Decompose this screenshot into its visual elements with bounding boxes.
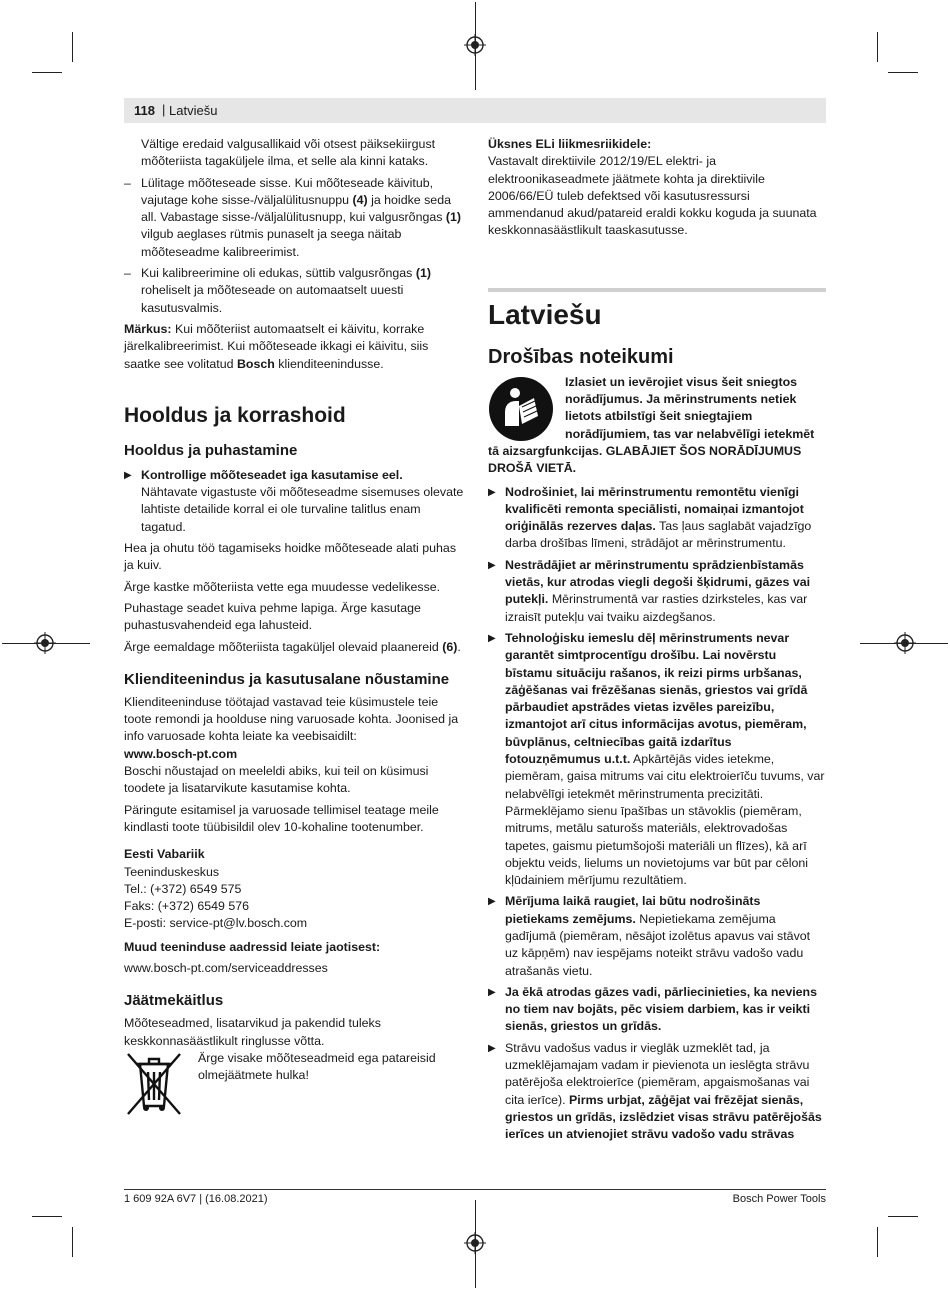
warning-line: norādījumiem, tas var nelabvēlīgi ietekmēt <box>565 426 815 441</box>
registration-mark-icon <box>464 1232 486 1254</box>
dash-item: – Lülitage mõõteseade sisse. Kui mõõteseade käivitub, vajutage kohe sisse-/väljalülitusnuppu (4) ja hoidke seda all. Vabastage sisse-/väljalülitusnupp, kui valgusrõngas (1) vilgub aeglases rütmis punaselt ja seega näitab mõõteseadme kalibreerimist. <box>124 175 464 261</box>
address-phone: Tel.: (+372) 6549 575 <box>124 881 242 896</box>
language-title: Latviešu <box>488 298 602 330</box>
section-heading: Drošības noteikumi <box>488 345 674 368</box>
paragraph: Päringute esitamisel ja varuosade tellimisel teatage meile kindlasti toote tüübisildil olev 10-kohaline tootenumber. <box>124 802 439 834</box>
bullet-item: ▶ Nestrādājiet ar mērinstrumentu sprādzienbīstamās vietās, kur atrodas viegli degoši šķidrumi, gāzes vai putekļi. Mērinstrumentā var rasties dzirksteles, kas var izraisīt putekļu vai tvaiku aizdegšanos. <box>488 557 826 626</box>
crop-mark <box>877 32 878 62</box>
left-column <box>124 136 464 1122</box>
registration-mark-icon <box>464 34 486 56</box>
warning-line: lietots atbilstīgi šeit sniegtajiem <box>565 409 753 424</box>
footer-doc-number: 1 609 92A 6V7 | (16.08.2021) <box>124 1193 268 1205</box>
crop-mark <box>32 1216 62 1217</box>
page-number: 118 <box>134 103 155 118</box>
eu-heading: Üksnes ELi liikmesriikidele: <box>488 137 652 151</box>
header-separator: | <box>162 102 166 117</box>
paragraph: Vastavalt direktiivile 2012/19/EL elektri- ja elektroonikaseadmete jäätmete kohta ja direktiivile 2006/66/EÜ tuleb defektsed või kasutusressursi ammendanud akud/patareid eraldi kokku koguda ja suunata keskkonnasäästlikult taaskasutusse. <box>488 154 817 238</box>
bullet-item: ▶ Ja ēkā atrodas gāzes vadi, pārliecinieties, ka neviens no tiem nav bojāts, pēc visiem darbiem, kas ir veikti sienās, griestos un grīdās. <box>488 984 826 1036</box>
subsection-heading: Jäätmekäitlus <box>124 992 224 1010</box>
registration-mark-icon <box>34 632 56 654</box>
warning-text: tā aizsargfunkcijas. GLABĀJIET ŠOS NORĀDĪJUMUS DROŠĀ VIETĀ. <box>488 443 802 476</box>
paragraph: Klienditeeninduse töötajad vastavad teie küsimustele teie toote remondi ja hoolduse ning varuosade kohta. Joonised ja info varuosade kohta leiate ka veebisaidilt: <box>124 694 459 744</box>
bullet-item: ▶ Nodrošiniet, lai mērinstrumentu remontētu vienīgi kvalificēti remonta speciālisti, nomaiņai izmantojot oriģinālās rezerves daļas. Tas ļaus saglabāt vajadzīgo darba drošības līmeni, strādājot ar mērinstrumentu. <box>488 484 826 553</box>
read-manual-icon <box>488 376 554 442</box>
address-block <box>124 846 464 932</box>
paragraph: Vältige eredaid valgusallikaid või otsest päiksekiirgust mõõteriista tagaküljele ilma, et selle ala kinni kataks. <box>141 137 436 169</box>
paragraph: Ärge eemaldage mõõteriista tagaküljel olevaid plaanereid (6). <box>124 639 461 654</box>
footer-brand: Bosch Power Tools <box>732 1193 826 1205</box>
page-header <box>124 98 826 123</box>
subsection-heading: Hooldus ja puhastamine <box>124 441 298 459</box>
dash-item: – Kui kalibreerimine oli edukas, süttib valgusrõngas (1) roheliselt ja mõõteseade on automaatselt uuesti kasutusvalmis. <box>124 265 464 317</box>
address-email: E-posti: service-pt@lv.bosch.com <box>124 916 308 931</box>
bullet-item: ▶ Kontrollige mõõteseadet iga kasutamise eel. Nähtavate vigastuste või mõõteseadme sisemuses olevate lahtiste detailide korral ei ole turvaline talitlus enam tagatud. <box>124 467 464 536</box>
crop-mark <box>888 72 918 73</box>
header-language: Latviešu <box>169 103 218 118</box>
more-addresses: Muud teeninduse aadressid leiate jaotisest: <box>124 939 381 954</box>
paragraph: Ärge kastke mõõteriista vette ega muudesse vedelikesse. <box>124 579 441 594</box>
paragraph: Hea ja ohutu töö tagamiseks hoidke mõõteseade alati puhas ja kuiv. <box>124 541 457 573</box>
crop-mark <box>877 1227 878 1257</box>
bullet-item: ▶ Strāvu vadošus vadus ir vieglāk uzmeklēt tad, ja uzmeklējamajam vadam ir pievienota un ieslēgta strāvu patērējoša elektroierīce (piemēram, apgaismošanas vai cita ierīce). Pirms urbjat, zāģējat vai frēzējat sienās, griestos un grīdās, izslēdziet visas strāvu patērējošās ierīces un atvienojiet strāvu vadošo vadu strāvas <box>488 1040 826 1144</box>
right-column <box>488 136 826 1148</box>
paragraph: Puhastage seadet kuiva pehme lapiga. Ärge kasutage puhastusvahendeid ega lahusteid. <box>124 600 421 633</box>
warning-line: Izlasiet un ievērojiet visus šeit sniegtos <box>565 374 798 389</box>
crossed-bin-icon <box>124 1050 184 1118</box>
bullet-item: ▶ Tehnoloģisku iemeslu dēļ mērinstruments nevar garantēt simtprocentīgu drošību. Lai novērstu bīstamu situāciju rašanos, ik reizi pirms urbšanas, zāģēšanas vai frēzēšanas sienās, griestos vai grīdā pārbaudiet apstrādes vietas izvēles pareizību, izmantojot arī citus informācijas avotus, piemēram, būvplānus, celtniecības gaitā izdarītus fotouzņēmumus u.t.t. Apkārtējās vides ietekme, piemēram, gaisa mitrums vai citu elektroierīču tuvums, var nelabvēlīgi ietekmēt mērinstrumenta precizitāti. Pārmeklējamo sienu īpašības un stāvoklis (piemēram, mitrums, metālu saturošs materiāls, elektrovadošas tapetes, gaismu pietumšojoši materiāli un flīzes), kā arī objektu veids, lielums un novietojums var būt par cēloni kļūdainiem mērījumu rezultātiem. <box>488 630 826 889</box>
section-heading: Hooldus ja korrashoid <box>124 403 346 427</box>
crop-mark <box>72 1227 73 1257</box>
bullet-item: ▶ Mērījuma laikā raugiet, lai būtu nodrošināts pietiekams zemējums. Nepietiekama zemējuma gadījumā (piemēram, nēsājot izolētus apavus vai stāvot uz kāpņēm) nav iespējams noteikt strāvu vadošo vadu atrašanās vietu. <box>488 893 826 979</box>
note: Märkus: Kui mõõteriist automaatselt ei käivitu, korrake järelkalibreerimist. Kui mõõteseade ikkagi ei käivitu, siis saatke see volitatud Bosch klienditeenindusse. <box>124 321 429 371</box>
crop-mark <box>32 72 62 73</box>
address-line: Teeninduskeskus <box>124 864 220 879</box>
crop-mark <box>72 32 73 62</box>
service-addresses-url[interactable]: www.bosch-pt.com/serviceaddresses <box>124 960 328 975</box>
warning-block <box>488 374 826 478</box>
footer-rule <box>124 1189 826 1190</box>
weee-text: Ärge visake mõõteseadmeid ega patareisid olmejäätmete hulka! <box>198 1050 436 1083</box>
service-url[interactable]: www.bosch-pt.com <box>124 746 238 761</box>
subsection-heading: Klienditeenindus ja kasutusalane nõustamine <box>124 670 450 688</box>
address-country: Eesti Vabariik <box>124 847 205 862</box>
address-fax: Faks: (+372) 6549 576 <box>124 899 250 914</box>
warning-line: norādījumus. Ja mērinstruments netiek <box>565 392 797 407</box>
paragraph: Boschi nõustajad on meeleldi abiks, kui teil on küsimusi toodete ja lisatarvikute kasutamise kohta. <box>124 764 429 796</box>
weee-block <box>124 1050 464 1122</box>
paragraph: Mõõteseadmed, lisatarvikud ja pakendid tuleks keskkonnasäästlikult ringlusse võtta. <box>124 1016 381 1048</box>
registration-mark-icon <box>894 632 916 654</box>
crop-mark <box>888 1216 918 1217</box>
